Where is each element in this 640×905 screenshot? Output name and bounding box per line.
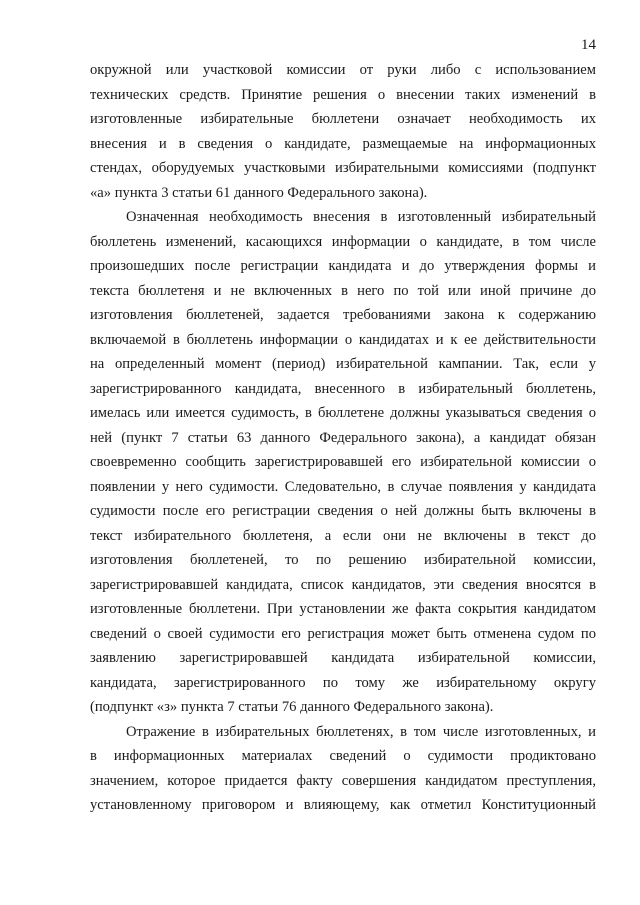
text-line: текст избирательного бюллетеня, а если они не включены в текст до xyxy=(90,527,596,544)
text-line: Означенная необходимость внесения в изготовленный избирательный xyxy=(126,209,596,225)
text-line: окружной или участковой комиссии от руки либо с использованием xyxy=(90,62,596,78)
text-line: значением, которое придается факту совершения кандидатом преступления, xyxy=(90,772,596,789)
paragraph xyxy=(90,720,596,818)
text-line: изготовления бюллетеней, задается требованиями закона к содержанию xyxy=(90,307,596,323)
text-line: судимости после его регистрации сведения о ней должны быть включены в xyxy=(90,503,596,519)
text-line: стендах, оборудуемых участковыми избирательными комиссиями (подпункт xyxy=(90,160,596,176)
text-line: на определенный момент (период) избирательной кампании. Так, если у xyxy=(90,356,596,372)
text-line: имелась или имеется судимость, в бюллетене должны указываться сведения о xyxy=(90,405,596,421)
text-line: включаемой в бюллетень информации о кандидатах и к ее действительности xyxy=(90,331,596,348)
page-number: 14 xyxy=(581,37,596,53)
text-line: технических средств. Принятие решения о внесении таких изменений в xyxy=(90,86,596,103)
body-text xyxy=(90,58,596,818)
text-line: произошедших после регистрации кандидата и до утверждения формы и xyxy=(90,258,596,274)
text-line: зарегистрированного кандидата, внесенного в избирательный бюллетень, xyxy=(90,380,596,397)
text-line: (подпункт «з» пункта 7 статьи 76 данного Федерального закона). xyxy=(90,699,494,715)
text-line: своевременно сообщить зарегистрировавшей его избирательной комиссии о xyxy=(90,454,596,470)
text-line: установленному приговором и влияющему, как отметил Конституционный xyxy=(90,797,596,813)
text-line: Отражение в избирательных бюллетенях, в том числе изготовленных, и xyxy=(126,723,596,740)
paragraph xyxy=(90,205,596,720)
text-line: сведений о своей судимости его регистрация может быть отменена судом по xyxy=(90,625,596,642)
text-line: в информационных материалах сведений о судимости продиктовано xyxy=(90,748,596,764)
text-line: бюллетень изменений, касающихся информации о кандидате, в том числе xyxy=(90,233,596,250)
text-line: зарегистрировавшей кандидата, список кандидатов, эти сведения вносятся в xyxy=(90,576,596,593)
paragraph xyxy=(90,58,596,205)
text-line: кандидата, зарегистрированного по тому же избирательному округу xyxy=(90,674,596,691)
text-line: заявлению зарегистрировавшей кандидата избирательной комиссии, xyxy=(90,650,596,666)
text-line: «а» пункта 3 статьи 61 данного Федерального закона). xyxy=(90,184,428,201)
text-line: внесения и в сведения о кандидате, размещаемые на информационных xyxy=(90,135,596,152)
text-line: изготовления бюллетеней, то по решению избирательной комиссии, xyxy=(90,552,596,568)
text-line: появлении у него судимости. Следовательно, в случае появления у кандидата xyxy=(90,478,596,495)
text-line: изготовленные бюллетени. При установлении же факта сокрытия кандидатом xyxy=(90,601,596,617)
text-line: изготовленные избирательные бюллетени означает необходимость их xyxy=(90,111,596,127)
text-line: ней (пункт 7 статьи 63 данного Федерального закона), а кандидат обязан xyxy=(90,429,596,446)
text-line: текста бюллетеня и не включенных в него по той или иной причине до xyxy=(90,282,596,299)
